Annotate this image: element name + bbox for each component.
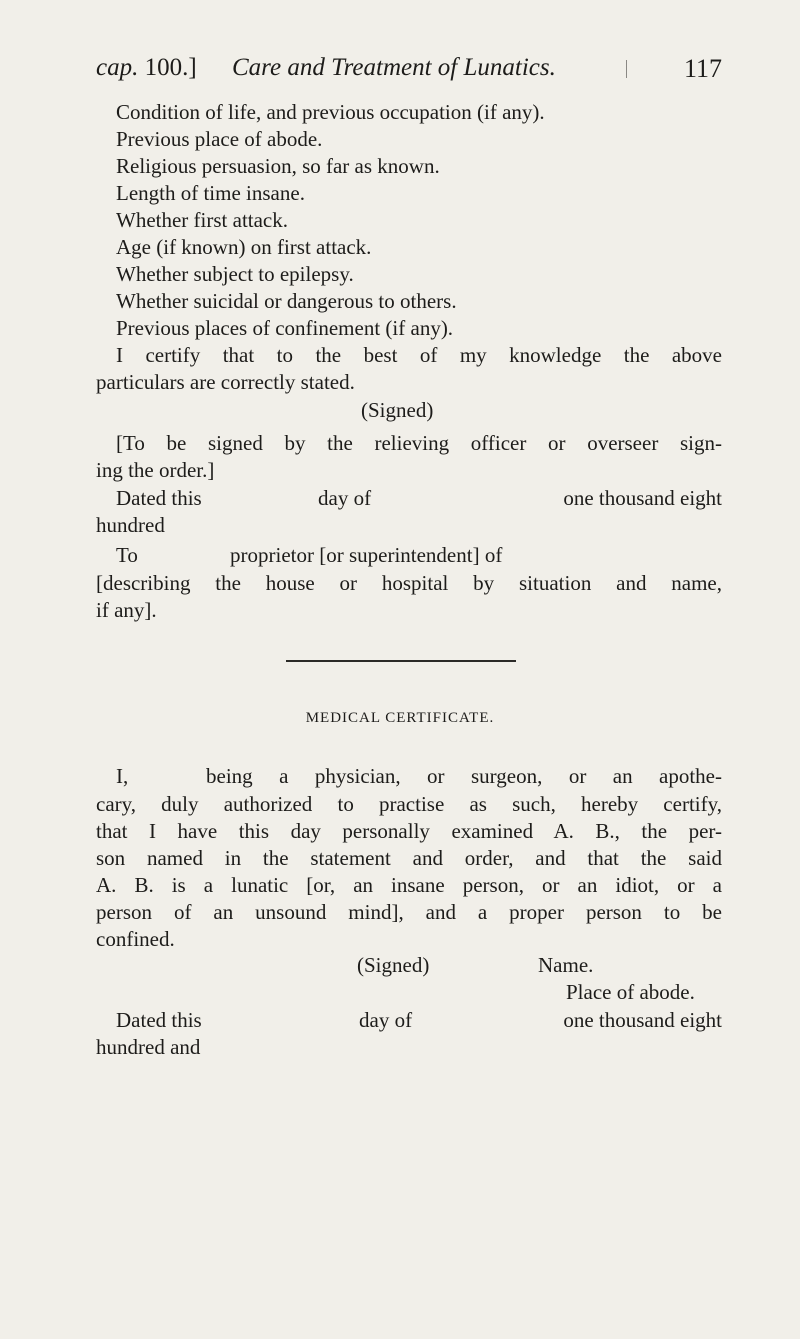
note-line: [To be signed by the relieving officer or overseer sign- [116, 431, 722, 455]
note-line: ing the order.] [96, 458, 215, 482]
certificate-body [96, 791, 722, 953]
signed-label: (Signed) [361, 398, 434, 422]
running-title: Care and Treatment of Lunatics. [232, 54, 556, 81]
certificate-line: that I have this day personally examined A. B., the per- [96, 819, 722, 843]
certify-statement-cont: particulars are correctly stated. [96, 370, 355, 394]
cap-label: cap. [96, 54, 139, 81]
particular-item: Length of time insane. [116, 181, 305, 205]
chapter-ref [96, 54, 197, 82]
cap-number: 100.] [144, 54, 197, 81]
hundred-and: hundred and [96, 1035, 201, 1059]
section-divider [286, 660, 516, 662]
certificate-line: cary, duly authorized to practise as such, hereby certify, [96, 792, 722, 816]
place-of-abode-field: Place of abode. [566, 980, 695, 1004]
dated-this: Dated this [116, 486, 202, 510]
particular-item: Age (if known) on first attack. [116, 235, 372, 259]
certificate-line: person of an unsound mind], and a proper person to be [96, 900, 722, 924]
signed-label: (Signed) [357, 953, 430, 977]
dated-this: Dated this [116, 1008, 202, 1032]
name-field: Name. [538, 953, 594, 977]
running-head [96, 54, 722, 94]
one-thousand-eight: one thousand eight [563, 1008, 722, 1032]
proprietor-line: proprietor [or superintendent] of [230, 543, 503, 567]
certificate-line: son named in the statement and order, and that the said [96, 846, 722, 870]
particular-item: Condition of life, and previous occupation (if any). [116, 100, 545, 124]
day-of: day of [359, 1008, 413, 1032]
particular-item: Previous place of abode. [116, 127, 323, 151]
to-line: if any]. [96, 598, 157, 622]
certificate-line: confined. [96, 927, 175, 951]
day-of: day of [318, 486, 372, 510]
one-thousand-eight: one thousand eight [563, 486, 722, 510]
to-line: [describing the house or hospital by situation and name, [96, 571, 722, 595]
particular-item: Whether first attack. [116, 208, 288, 232]
section-heading: MEDICAL CERTIFICATE. [305, 710, 495, 726]
certificate-line: A. B. is a lunatic [or, an insane person, or an idiot, or a [96, 873, 722, 897]
certificate-line: being a physician, or surgeon, or an apothe- [206, 764, 722, 788]
particular-item: Whether suicidal or dangerous to others. [116, 289, 457, 313]
margin-mark [626, 60, 627, 78]
particular-item: Religious persuasion, so far as known. [116, 154, 440, 178]
page-number: 117 [683, 54, 722, 83]
particulars-list [96, 99, 722, 396]
signing-note [96, 430, 722, 484]
to-description [96, 570, 722, 624]
certify-statement: I certify that to the best of my knowledge the above [116, 343, 722, 367]
hundred: hundred [96, 513, 165, 537]
particular-item: Previous places of confinement (if any). [116, 316, 454, 340]
certificate-i: I, [116, 764, 129, 788]
particular-item: Whether subject to epilepsy. [116, 262, 354, 286]
to-label: To [116, 543, 138, 567]
